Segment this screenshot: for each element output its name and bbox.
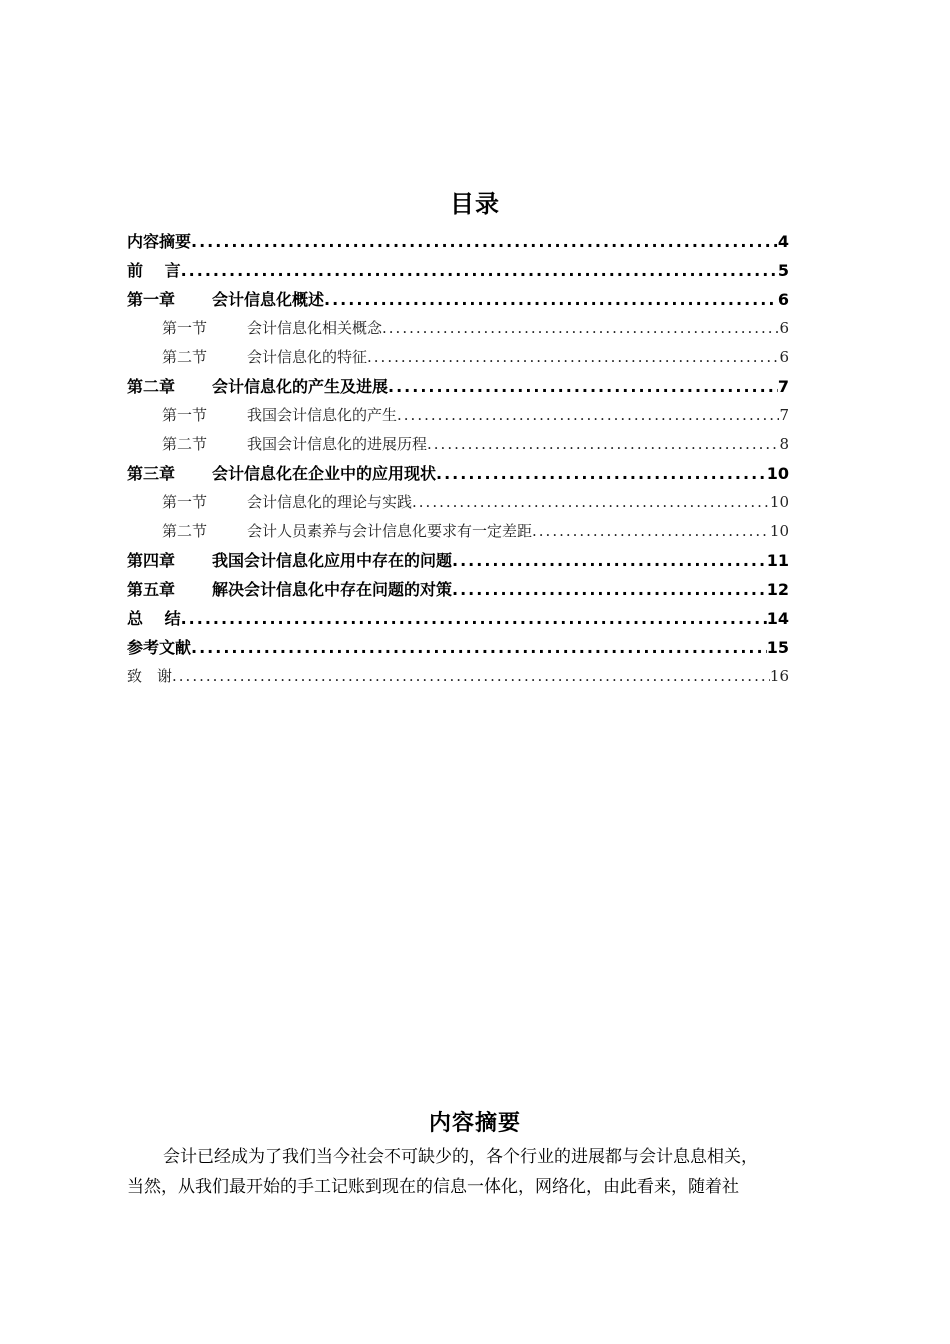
toc-page-number: 10 xyxy=(769,522,789,540)
toc-entry-chapter-3[interactable] xyxy=(127,459,789,488)
toc-entry-label: 我国会计信息化的产生 xyxy=(247,406,398,424)
abstract-body xyxy=(127,1142,799,1202)
toc-page-number: 16 xyxy=(769,667,789,685)
toc-page-number: 4 xyxy=(777,232,789,251)
toc-entry-label: 总 结 xyxy=(127,609,181,628)
toc-entry-references[interactable] xyxy=(127,633,789,662)
toc-entry-ch1-sec2[interactable] xyxy=(127,343,789,372)
toc-leader-dots xyxy=(427,430,779,459)
toc-entry-ch2-sec1[interactable] xyxy=(127,401,789,430)
abstract-paragraph-line: 当然，从我们最开始的手工记账到现在的信息一体化，网络化，由此看来，随着社 xyxy=(127,1177,739,1197)
toc-leader-dots xyxy=(324,285,778,314)
abstract-title: 内容摘要 xyxy=(428,1111,521,1136)
table-of-contents xyxy=(127,227,789,691)
toc-leader-dots xyxy=(191,633,767,662)
toc-section-number: 第二节 xyxy=(162,348,208,366)
toc-leader-dots xyxy=(412,488,770,517)
toc-entry-label: 内容摘要 xyxy=(127,232,192,251)
toc-section-number: 第二章 xyxy=(127,377,176,396)
toc-page-number: 6 xyxy=(777,290,789,309)
toc-section-number: 第二节 xyxy=(162,435,208,453)
toc-entry-chapter-5[interactable] xyxy=(127,575,789,604)
toc-page-number: 5 xyxy=(777,261,789,280)
toc-entry-label: 会计信息化的产生及进展 xyxy=(212,377,389,396)
toc-leader-dots xyxy=(172,662,770,691)
toc-entry-label: 参考文献 xyxy=(127,638,192,657)
toc-entry-conclusion[interactable] xyxy=(127,604,789,633)
toc-page-number: 7 xyxy=(777,377,789,396)
toc-section-number: 第二节 xyxy=(162,522,208,540)
toc-leader-dots xyxy=(181,256,778,285)
toc-section-number: 第一节 xyxy=(162,493,208,511)
toc-section-number: 第一节 xyxy=(162,406,208,424)
toc-entry-ch3-sec2[interactable] xyxy=(127,517,789,546)
toc-entry-chapter-1[interactable] xyxy=(127,285,789,314)
toc-section-number: 第四章 xyxy=(127,551,176,570)
toc-entry-label: 我国会计信息化应用中存在的问题 xyxy=(212,551,453,570)
toc-entry-label: 会计信息化概述 xyxy=(212,290,325,309)
toc-page-number: 6 xyxy=(779,348,789,366)
toc-leader-dots xyxy=(388,372,778,401)
toc-entry-label: 会计信息化在企业中的应用现状 xyxy=(212,464,437,483)
toc-entry-ch3-sec1[interactable] xyxy=(127,488,789,517)
toc-leader-dots xyxy=(452,546,767,575)
toc-title: 目录 xyxy=(450,190,500,218)
toc-entry-label: 前 言 xyxy=(127,261,181,280)
toc-entry-acknowledgements[interactable] xyxy=(127,662,789,691)
toc-page-number: 11 xyxy=(766,551,789,570)
toc-entry-label: 会计信息化的理论与实践 xyxy=(247,493,413,511)
abstract-paragraph-line: 会计已经成为了我们当今社会不可缺少的，各个行业的进展都与会计息息相关， xyxy=(163,1147,758,1167)
toc-page-number: 8 xyxy=(779,435,789,453)
toc-entry-abstract[interactable] xyxy=(127,227,789,256)
toc-entry-label: 我国会计信息化的进展历程 xyxy=(247,435,428,453)
toc-entry-ch1-sec1[interactable] xyxy=(127,314,789,343)
toc-entry-preface[interactable] xyxy=(127,256,789,285)
toc-page-number: 15 xyxy=(766,638,789,657)
toc-leader-dots xyxy=(367,343,779,372)
toc-section-number: 第三章 xyxy=(127,464,176,483)
toc-leader-dots xyxy=(382,314,779,343)
toc-leader-dots xyxy=(397,401,779,430)
toc-entry-chapter-2[interactable] xyxy=(127,372,789,401)
toc-page-number: 6 xyxy=(779,319,789,337)
toc-section-number: 第一章 xyxy=(127,290,176,309)
toc-leader-dots xyxy=(452,575,767,604)
toc-entry-label: 会计信息化的特征 xyxy=(247,348,368,366)
toc-page-number: 10 xyxy=(766,464,789,483)
toc-page-number: 12 xyxy=(766,580,789,599)
toc-leader-dots xyxy=(532,517,770,546)
toc-entry-label: 致 谢 xyxy=(127,667,173,685)
toc-section-number: 第一节 xyxy=(162,319,208,337)
toc-section-number: 第五章 xyxy=(127,580,176,599)
toc-leader-dots xyxy=(436,459,767,488)
toc-entry-chapter-4[interactable] xyxy=(127,546,789,575)
toc-page-number: 7 xyxy=(779,406,789,424)
toc-leader-dots xyxy=(181,604,767,633)
toc-entry-label: 会计信息化相关概念 xyxy=(247,319,383,337)
toc-entry-label: 解决会计信息化中存在问题的对策 xyxy=(212,580,453,599)
toc-page-number: 10 xyxy=(769,493,789,511)
toc-entry-ch2-sec2[interactable] xyxy=(127,430,789,459)
toc-leader-dots xyxy=(191,227,778,256)
toc-page-number: 14 xyxy=(766,609,789,628)
toc-entry-label: 会计人员素养与会计信息化要求有一定差距 xyxy=(247,522,533,540)
